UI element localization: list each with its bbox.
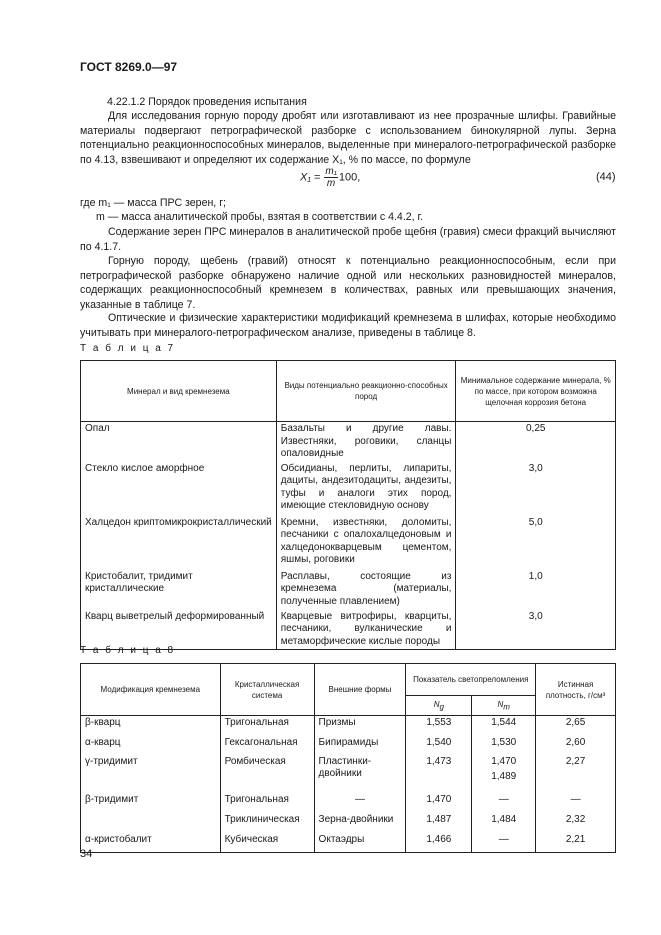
table7-row0-rocks: Базальты и другие лавы. Известняки, роговики, сланцы опаловидные [280,423,452,459]
formula-factor: 100, [338,171,361,184]
table8-row1-ng: 1,540 [426,736,452,748]
table8-row1-forms: Бипирамиды [318,736,379,748]
formula-number: (44) [596,171,616,183]
table7-row0-mineral: Опал [85,423,110,434]
table-7 [80,360,616,650]
table8-row5-system: Кубическая [224,833,279,845]
table8-row5-mod: α-кристобалит [85,833,152,845]
formula-lhs: X₁ = [300,171,321,184]
table8-row3-mod: β-тридимит [85,793,139,805]
table8-row0-nm: 1,544 [491,717,517,728]
table8-row1-mod: α-кварц [85,736,121,748]
table8-row4-system: Триклиническая [224,813,300,825]
table8-row5-ng: 1,466 [426,833,452,845]
table8-header-modification: Модификация кремнезема [81,664,221,716]
table7-row2-rocks: Кремни, известняки, доломиты, песчаники с опалохалцедоновым и халцедонокварцевым цементом, яшмы, роговики [280,516,452,565]
table7-row1-rocks: Обсидианы, перлиты, липариты, дациты, андезитодациты, андезиты, туфы и аналоги этих пород, имеющие стекловидную основу [280,462,452,511]
table8-row3-density: — [570,793,581,805]
formula-fraction [324,166,337,189]
table-8 [80,663,616,853]
table8-row2-density: 2,27 [565,755,586,767]
paragraph-3: Горную породу, щебень (гравий) относят к потенциально реакционноспособным, если при петрографической разборке обнаружено наличие одной или нескольких разновидностей минералов, содержащих реакционноспособный кремнезем в количествах, равных или превышающих значения, указанные в таблице 7. [80,255,616,311]
table7-caption: Т а б л и ц а 7 [80,343,176,354]
table7-row3-mineral: Кристобалит, тридимит кристаллические [85,570,193,594]
table7-header-rocks: Виды потенциально реакционно-способных пород [276,361,456,422]
table7-header-mineral: Минерал и вид кремнезема [81,361,277,422]
table8-row0-forms: Призмы [318,717,356,728]
table8-header-nm: $N_m$ [472,696,536,716]
table8-row5-density: 2,21 [565,833,586,845]
table8-header-system: Кристаллическая система [220,664,314,716]
table7-row3-value: 1,0 [528,570,543,582]
table7-row2-value: 5,0 [528,516,543,528]
table8-row4-density: 2,32 [565,813,586,825]
table8-row2-nm: 1,470 1,489 [472,755,535,785]
table8-row5-nm: — [498,833,509,845]
paragraph-1: Для исследования горную породу дробят или изготавливают из нее прозрачные шлифы. Гравийные материалы подвергают петрографической разборке с использованием бинокулярной лупы. Зерна потенциально реакционноспособных минералов, выделенные при минералого-петрографической разборке по 4.13, взвешивают и определяют их содержание X₁, % по массе, по формуле [80,110,616,166]
table8-row4-mod [81,813,220,815]
table7-row4-mineral: Кварц выветрелый деформированный [85,610,265,622]
table7-row4-rocks: Кварцевые витрофиры, кварциты, песчаники, вулканические и метаморфические кислые породы [280,610,452,647]
table8-row0-density: 2,65 [565,717,586,728]
table8-row4-ng: 1,487 [426,813,452,825]
document-header: ГОСТ 8269.0—97 [80,60,178,74]
table8-caption: Т а б л и ц а 8 [80,645,176,656]
table7-row1-value: 3,0 [528,462,543,474]
table8-header-refraction: Показатель светопреломления [406,664,536,696]
where-line-1: где m₁ — масса ПРС зерен, г; [80,197,226,209]
paragraph-2: Содержание зерен ПРС минералов в аналитической пробе щебня (гравия) смеси фракций вычисляют по 4.1.7. [80,226,616,253]
table8-row3-nm: — [498,793,509,805]
table8-row2-mod: γ-тридимит [85,755,138,767]
table7-row1-mineral: Стекло кислое аморфное [85,462,205,474]
table8-row2-forms: Пластинки-двойники [318,755,372,779]
table7-row0-value: 0,25 [525,423,546,434]
paragraph-4: Оптические и физические характеристики модификаций кремнезема в шлифах, которые необходимо учитывать при минералого-петрографическом анализе, приведены в таблице 8. [80,312,616,339]
formula-44 [300,166,360,194]
table8-row3-ng: 1,470 [426,793,452,805]
formula-denominator: m [326,178,336,189]
table8-row1-density: 2,60 [565,736,586,748]
table8-row4-forms: Зерна-двойники [318,813,394,825]
section-title: 4.22.1.2 Порядок проведения испытания [107,96,307,108]
table8-row3-forms: — [354,793,365,805]
table8-row2-system: Ромбическая [224,755,286,767]
table8-row0-system: Тригональная [224,717,289,728]
table8-row1-system: Гексагональная [224,736,298,748]
table7-row2-mineral: Халцедон криптомикрокристаллический [85,516,272,528]
table8-row4-nm: 1,484 [491,813,517,825]
table8-row3-system: Тригональная [224,793,289,805]
where-line-2: m — масса аналитической пробы, взятая в соответствии с 4.4.2, г. [96,211,424,223]
table7-row4-value: 3,0 [528,610,543,622]
page-number: 34 [80,848,93,860]
table8-row0-mod: β-кварц [85,717,121,728]
table8-row0-ng: 1,553 [426,717,452,728]
table8-header-density: Истинная плотность, г/см³ [536,664,616,716]
table7-row3-rocks: Расплавы, состоящие из кремнезема (материалы, полученные плавлением) [280,570,452,607]
table8-row2-ng: 1,473 [426,755,452,767]
table7-header-min-content: Минимальное содержание минерала, % по массе, при котором возможна щелочная коррозия бетона [456,361,616,422]
table8-row2-nm-second: 1,489 [491,771,517,782]
table8-header-forms: Внешние формы [314,664,406,716]
table8-row1-nm: 1,530 [491,736,517,748]
table8-row5-forms: Октаэдры [318,833,365,845]
formula-numerator: m₁ [325,166,337,177]
table8-header-ng: $N_g$ [406,696,472,716]
